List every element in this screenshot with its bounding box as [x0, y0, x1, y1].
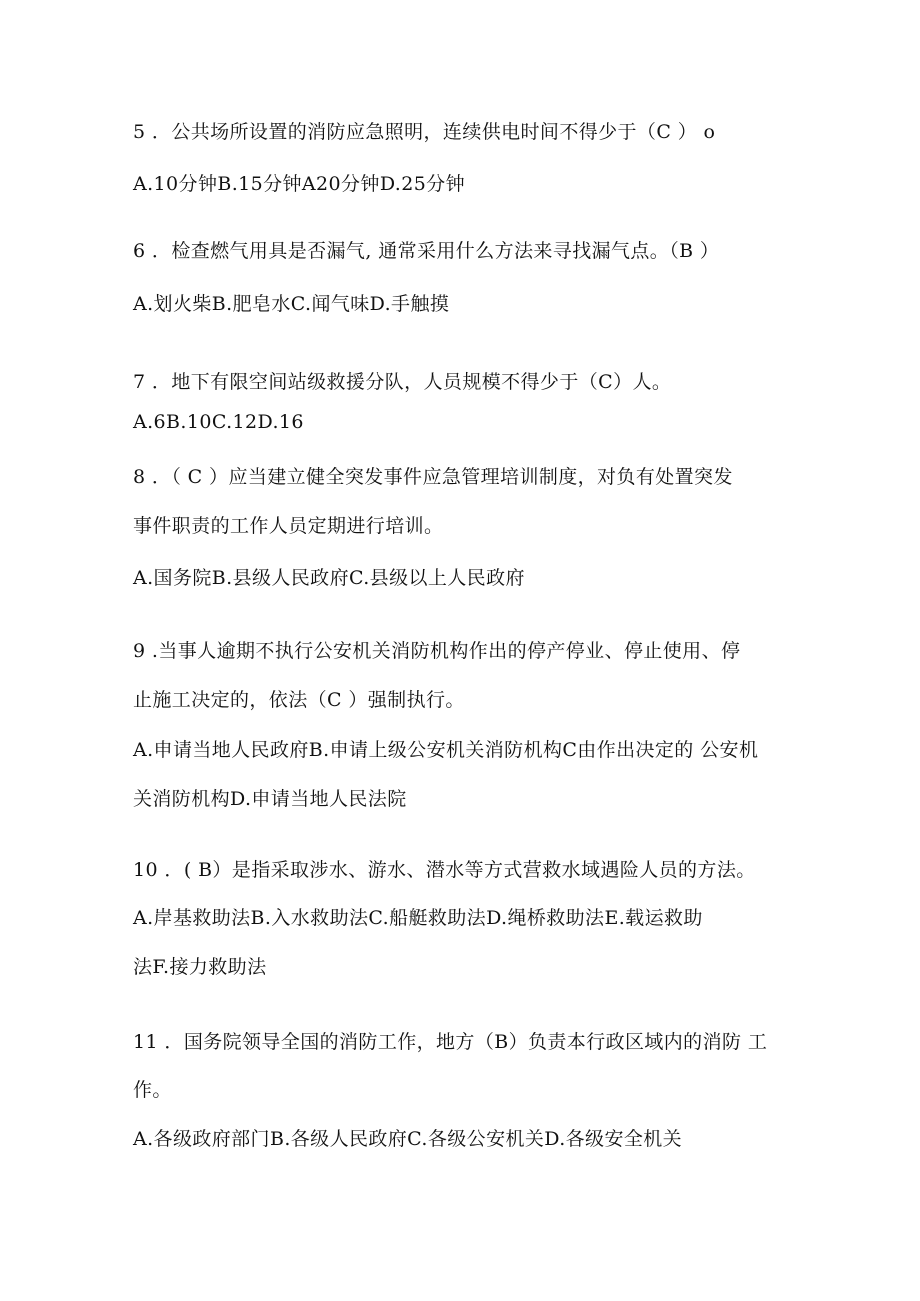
- question-9-stem-line-2: 止施工决定的，依法（C ）强制执行。: [133, 689, 465, 711]
- question-11-options: A.各级政府部门B.各级人民政府C.各级公安机关D.各级安全机关: [133, 1128, 683, 1150]
- question-9-options-line-1: A.申请当地人民政府B.申请上级公安机关消防机构C由作出决定的 公安机: [133, 739, 759, 761]
- question-10-options-line-2: 法F.接力救助法: [133, 956, 267, 978]
- question-8-options: A.国务院B.县级人民政府C.县级以上人民政府: [133, 567, 525, 589]
- question-11-stem-line-1: 11 ．国务院领导全国的消防工作，地方（B）负责本行政区域内的消防 工: [133, 1031, 768, 1053]
- question-6-options: A.划火柴B.肥皂水C.闻气味D.手触摸: [133, 293, 450, 315]
- question-11-stem-line-2: 作。: [133, 1079, 172, 1101]
- question-7-stem: 7 ．地下有限空间站级救援分队，人员规模不得少于（C）人。: [133, 371, 672, 393]
- question-5-stem: 5 ．公共场所设置的消防应急照明，连续供电时间不得少于（C ） o: [133, 121, 716, 143]
- question-9-stem-line-1: 9 .当事人逾期不执行公安机关消防机构作出的停产停业、停止使用、停: [133, 640, 741, 662]
- question-5-options: A.10分钟B.15分钟A20分钟D.25分钟: [133, 173, 465, 195]
- question-6-stem: 6 ．检查燃气用具是否漏气, 通常采用什么方法来寻找漏气点。（B ）: [133, 240, 720, 262]
- question-9-options-line-2: 关消防机构D.申请当地人民法院: [133, 788, 407, 810]
- question-7-options: A.6B.10C.12D.16: [133, 411, 304, 433]
- question-8-stem-line-1: 8 ．（ C ）应当建立健全突发事件应急管理培训制度，对负有处置突发: [133, 466, 733, 488]
- question-10-options-line-1: A.岸基救助法B.入水救助法C.船艇救助法D.绳桥救助法E.载运救助: [133, 907, 703, 929]
- question-10-stem: 10 ．( B）是指采取涉水、游水、潜水等方式营救水域遇险人员的方法。: [133, 859, 756, 881]
- question-8-stem-line-2: 事件职责的工作人员定期进行培训。: [133, 515, 444, 537]
